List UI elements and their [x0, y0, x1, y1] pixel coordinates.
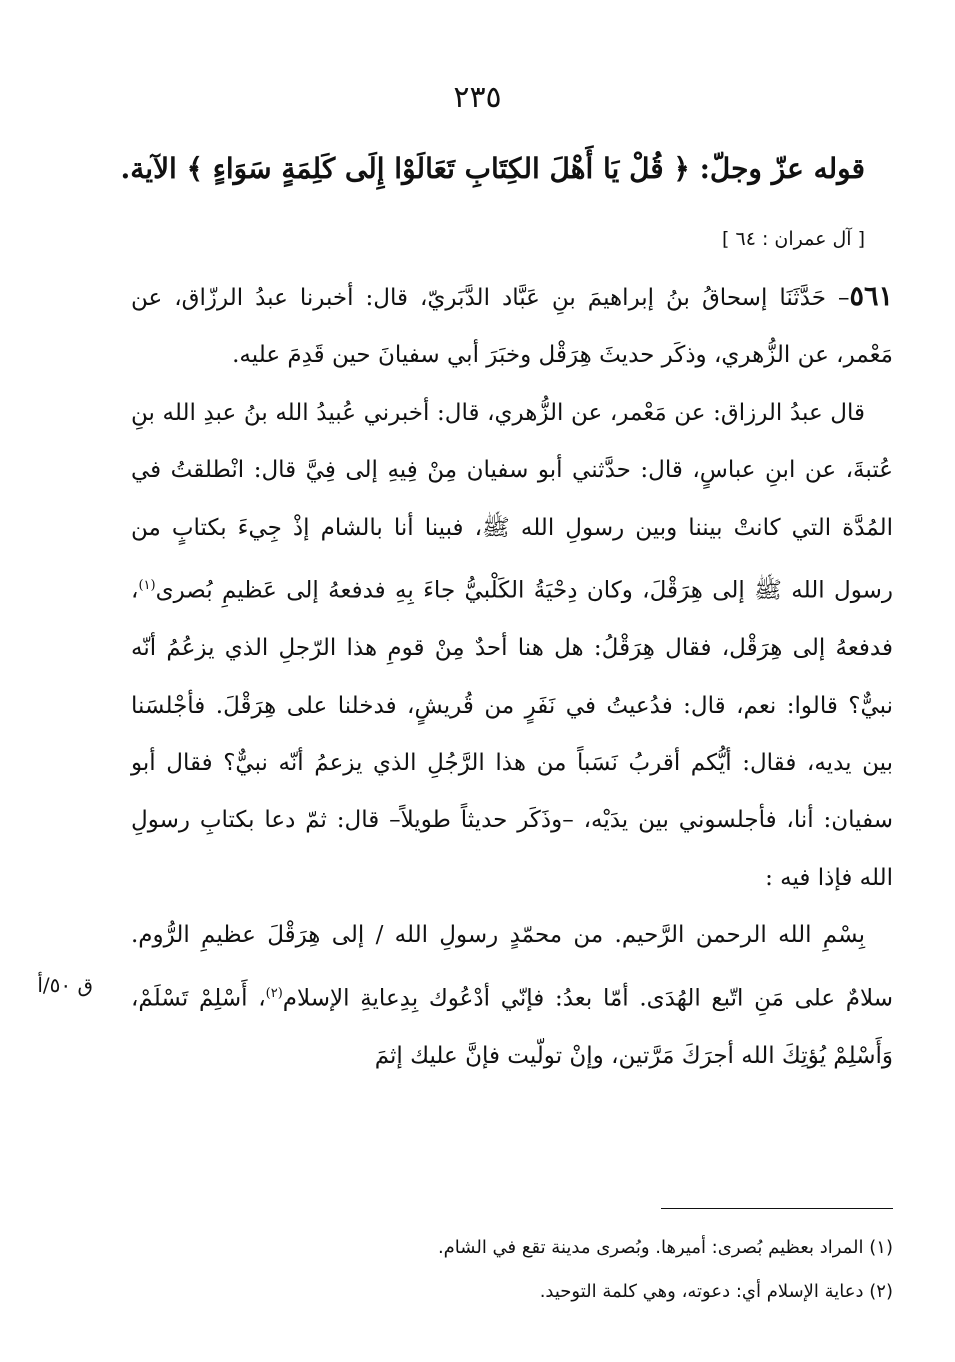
footnotes — [131, 1226, 893, 1314]
footnote-ref-2: (٢) — [265, 985, 283, 1001]
page-number: ٢٣٥ — [453, 80, 502, 115]
hadith-text-3b: ، أَسْلِمْ تَسْلَمْ، وَأَسْلِمْ يُؤتِكَ الله أجرَكَ مَرَّتين، وإنْ تولّيت فإنَّ عليك إثمَ — [131, 985, 893, 1069]
hadith-number: ٥٦١ — [849, 281, 894, 312]
footnote-divider — [661, 1208, 893, 1209]
hadith-text-2a: قال عبدُ الرزاق: عن مَعْمر، عن الزُّهري، قال: أخبرني عُبيدُ الله بنُ عبدِ الله بنِ عُتبةَ، عن ابنِ عباسٍ، قال: حدَّثني أبو سفيان مِنْ فِيهِ إلى فِيَّ قال: انْطلقتُ في المُدَّة التي كانتْ بيننا وبين رسولِ الله ﷺ، فبينا أنا بالشام إذْ جِيءَ بكتابٍ من رسول الله ﷺ إلى هِرَقْلَ، وكان دِحْيَةُ الكَلْبيُّ جاءَ بِهِ فدفعهُ إلى عَظيمِ بُصرى — [131, 399, 893, 604]
hadith-paragraph-1 — [131, 268, 893, 385]
hadith-body — [131, 268, 893, 1085]
quran-reference: [ آل عمران : ٦٤ ] — [722, 228, 865, 250]
hadith-dash: – — [838, 285, 850, 311]
hadith-paragraph-2 — [131, 385, 893, 907]
footnote-2: (٢) دعاية الإسلام أي: دعوته، وهي كلمة التوحيد. — [539, 1281, 893, 1302]
hadith-text-2b: ، فدفعهُ إلى هِرَقْل، فقال هِرَقْلُ: هل هنا أحدٌ مِنْ قومِ هذا الرّجلِ الذي يزعُمُ أنّه نبيٌّ؟ قالوا: نعم، قال: فدُعيتُ في نَفَرٍ من قُريشٍ، فدخلنا على هِرَقْلَ. فأجْلسَنا بين يديه، فقال: أيُّكم أقربُ نَسَباً من هذا الرَّجُلِ الذي يزعمُ أنّه نبيٌّ؟ فقال أبو سفيان: أنا، فأجلسوني بين يدَيْه، –وذَكَر حديثاً طويلاً– قال: ثمّ دعا بكتابِ رسولِ الله فإذا فيه : — [131, 577, 893, 891]
hadith-text-1: حَدَّثَنَا إسحاقُ بنُ إبراهيمَ بنِ عَبَّاد الدَّبَريّ، قال: أخبرنا عبدُ الرزّاق، عن مَعْمر، عن الزُّهري، وذكَر حديثَ هِرَقْل وخبَرَ أبي سفيانَ حين قَدِمَ عليه. — [131, 285, 893, 369]
footnote-1: (١) المراد بعظيم بُصرى: أميرها. وبُصرى مدينة تقع في الشام. — [437, 1237, 893, 1258]
hadith-text-3a: بِسْمِ الله الرحمن الرَّحيم. من محمّدٍ رسولِ الله / إلى هِرَقْلَ عظيمِ الرُّوم. سلامٌ على مَنِ اتّبع الهُدَى. أمّا بعدُ: فإنّي أدْعُوك بِدِعايةِ الإسلام — [131, 922, 893, 1012]
hadith-paragraph-3 — [131, 907, 893, 1085]
chapter-heading: قوله عزّ وجلّ: ﴿ قُلْ يَا أَهْلَ الكِتَابِ تَعَالَوْا إِلَى كَلِمَةٍ سَوَاءٍ ﴾ الآية. — [120, 152, 865, 185]
manuscript-folio-note: ق ٥٠/أ — [37, 973, 93, 997]
footnote-ref-1: (١) — [138, 578, 156, 594]
